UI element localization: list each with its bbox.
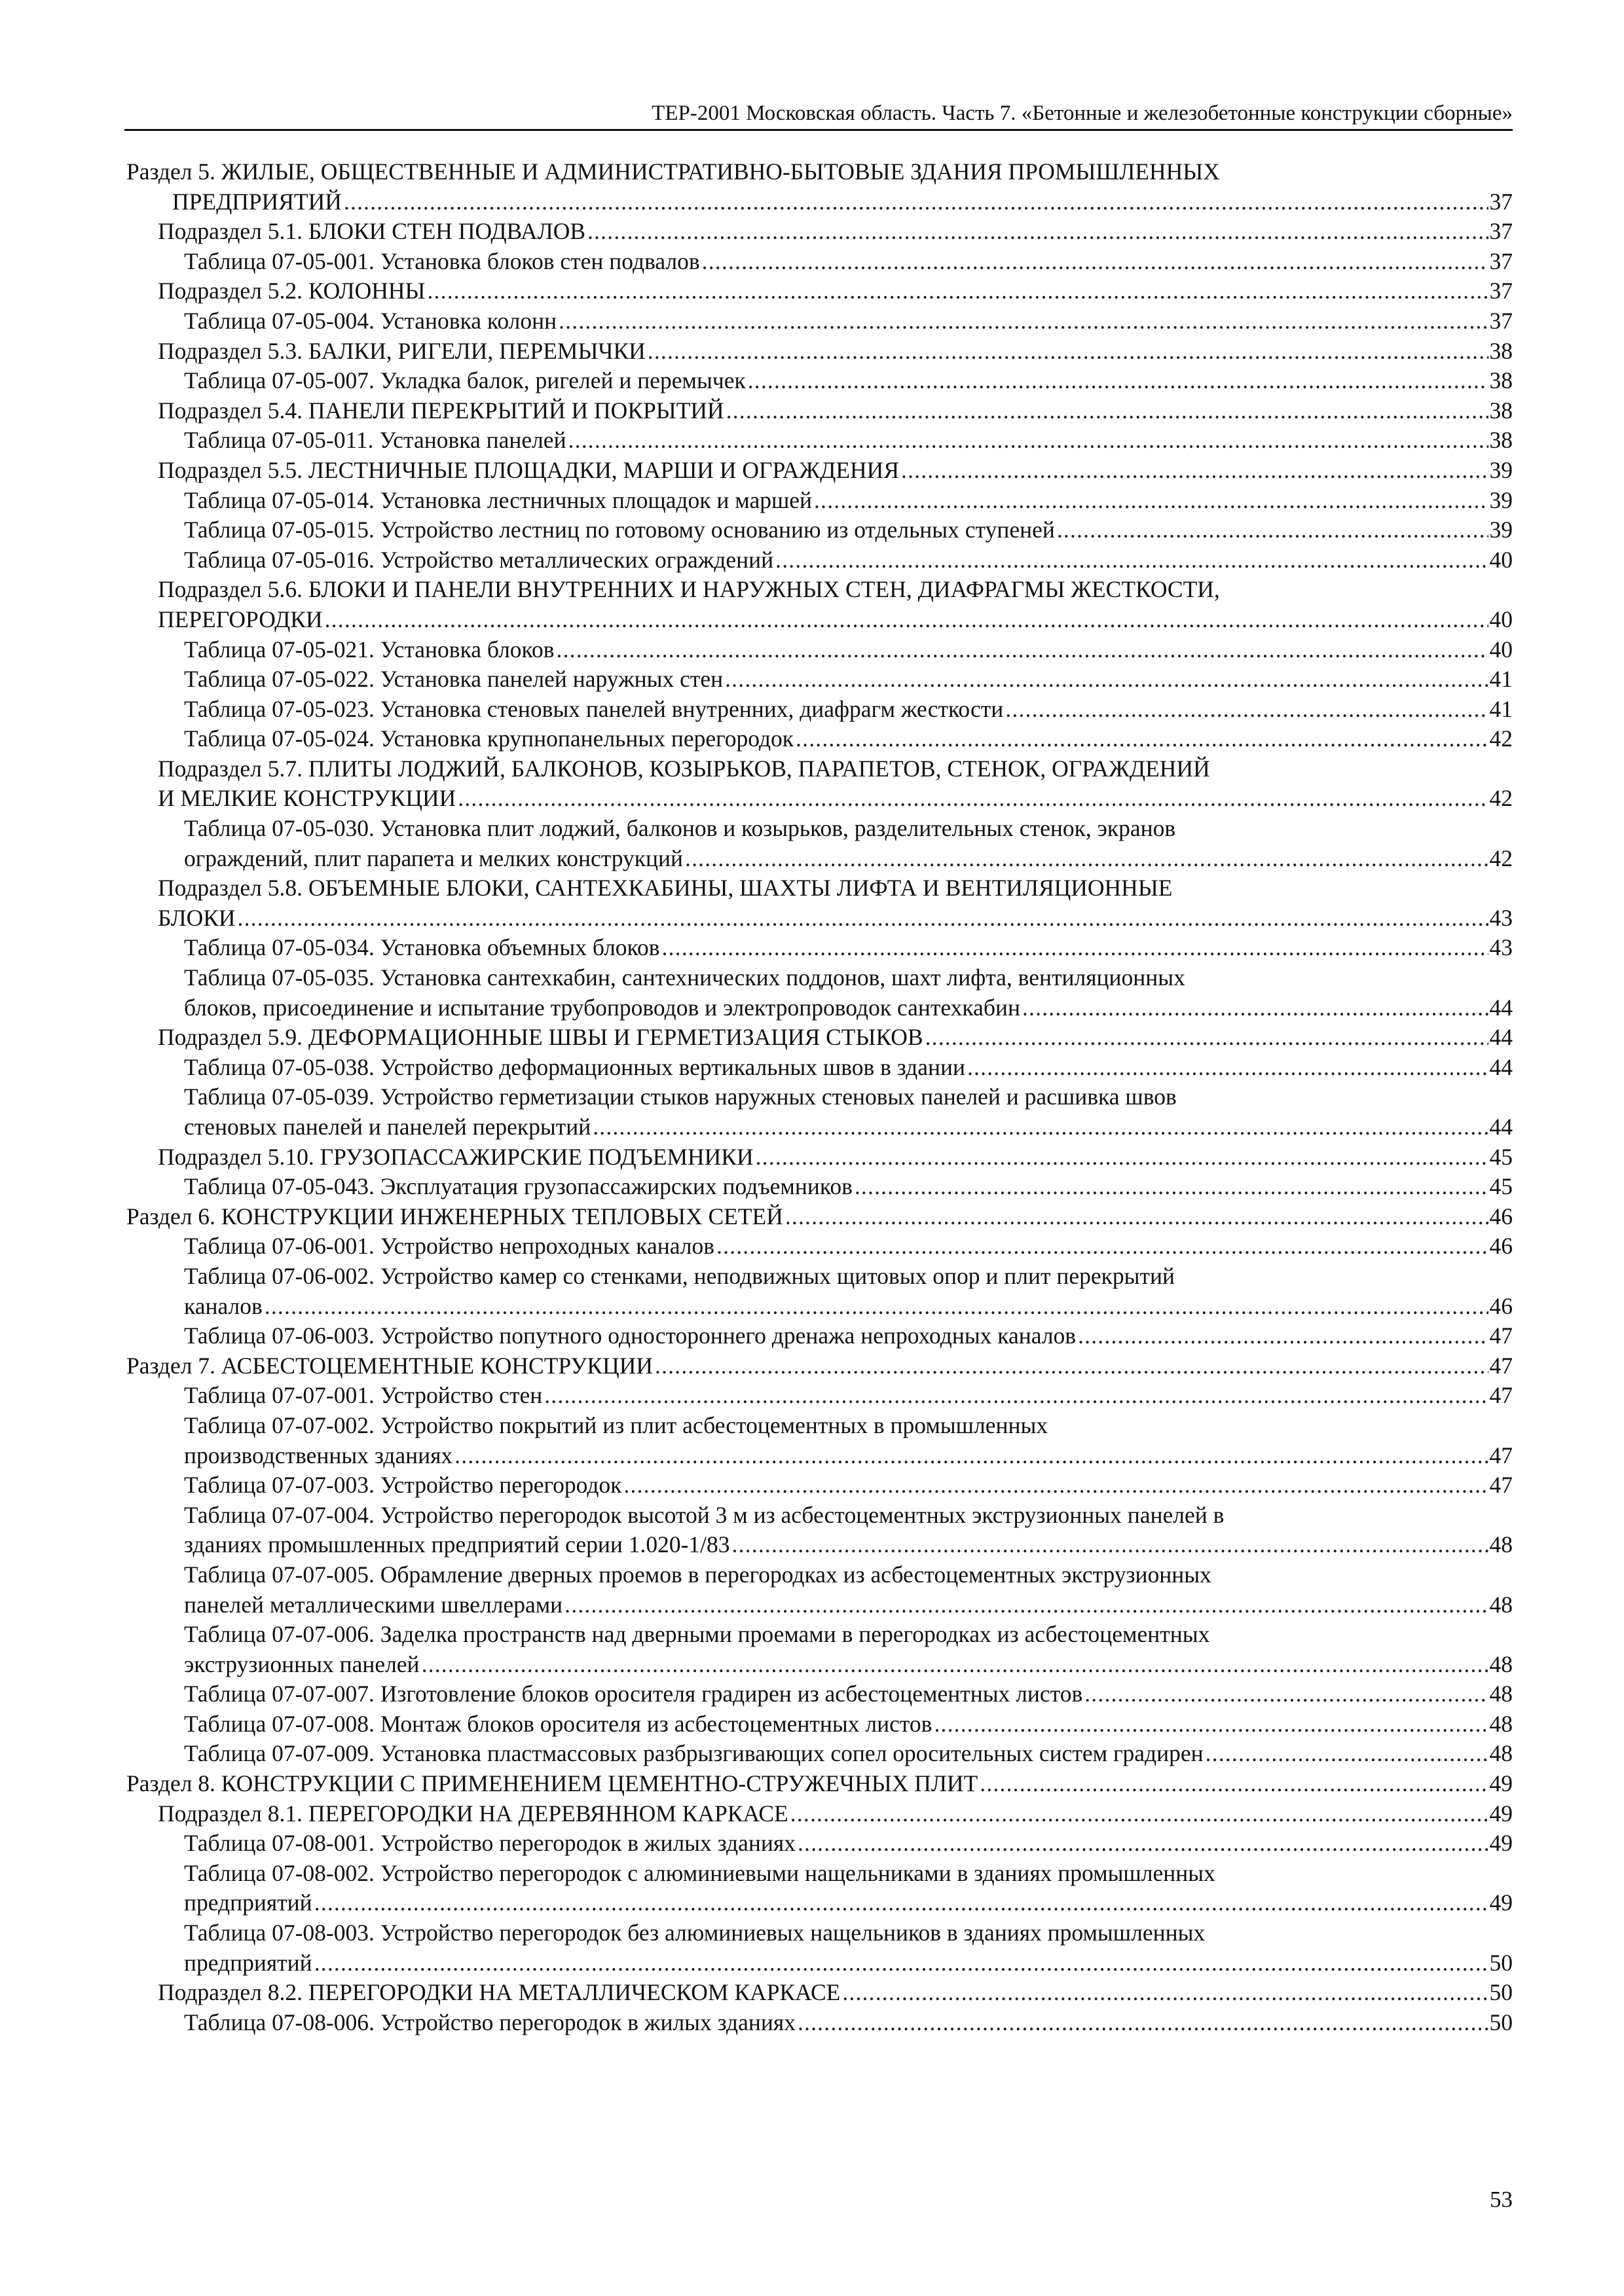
dot-leader [564, 1590, 1488, 1620]
dot-leader [855, 1172, 1488, 1202]
toc-table-entry[interactable] [126, 695, 1513, 725]
dot-leader [716, 1231, 1488, 1262]
toc-entry-title: Раздел 5. ЖИЛЫЕ, ОБЩЕСТВЕННЫЕ И АДМИНИСТРАТИВНО-БЫТОВЫЕ ЗДАНИЯ ПРОМЫШЛЕННЫХ [126, 158, 1220, 185]
dot-leader [1005, 695, 1488, 725]
toc-page-number: 42 [1489, 725, 1513, 752]
toc-entry-title: экструзионных панелей [184, 1650, 420, 1677]
dot-leader [798, 2008, 1488, 2038]
table-of-contents [126, 157, 1513, 2037]
toc-section-entry[interactable] [126, 1351, 1513, 1381]
toc-entry-title: ПЕРЕГОРОДКИ [158, 606, 323, 632]
toc-entry-title: Таблица 07-05-011. Установка панелей [184, 427, 566, 454]
toc-entry-title: Таблица 07-07-003. Устройство перегородок [184, 1472, 622, 1499]
toc-entry-title: Таблица 07-05-007. Укладка балок, ригелей и перемычек [184, 367, 746, 394]
dot-leader [427, 276, 1488, 306]
toc-subsection-entry[interactable] [126, 1978, 1513, 2008]
dot-leader [422, 1650, 1488, 1680]
dot-leader [732, 1530, 1488, 1560]
toc-table-entry[interactable] [126, 1381, 1513, 1411]
toc-page-number: 43 [1489, 904, 1513, 931]
toc-entry-title: Таблица 07-05-035. Установка сантехкабин, сантехнических поддонов, шахт лифта, вентиляционных [184, 964, 1185, 991]
dot-leader [685, 844, 1488, 874]
dot-leader [587, 217, 1488, 247]
toc-entry-title: Таблица 07-08-003. Устройство перегородок без алюминиевых нащельников в зданиях промышленных [184, 1920, 1206, 1946]
toc-page-number: 46 [1489, 1203, 1513, 1230]
toc-entry-title: Подраздел 5.5. ЛЕСТНИЧНЫЕ ПЛОЩАДКИ, МАРШИ И ОГРАЖДЕНИЯ [158, 456, 899, 483]
toc-page-number: 37 [1489, 247, 1513, 274]
toc-page-number: 44 [1489, 994, 1513, 1021]
toc-entry-title: предприятий [184, 1949, 312, 1976]
toc-page-number: 41 [1489, 666, 1513, 693]
dot-leader [344, 187, 1488, 217]
dot-leader [967, 1053, 1488, 1083]
header-rule [124, 129, 1513, 131]
toc-table-entry[interactable] [126, 665, 1513, 695]
toc-entry-title: Подраздел 5.1. БЛОКИ СТЕН ПОДВАЛОВ [158, 218, 586, 245]
toc-table-entry[interactable] [126, 2008, 1513, 2038]
toc-page-number: 45 [1489, 1173, 1513, 1200]
toc-table-entry[interactable] [126, 1530, 1513, 1560]
toc-table-entry[interactable] [126, 993, 1513, 1023]
toc-entry-title: БЛОКИ [158, 904, 236, 931]
toc-entry-title: производственных зданиях [184, 1442, 453, 1468]
dot-leader [796, 724, 1488, 754]
toc-entry-title: Подраздел 5.10. ГРУЗОПАССАЖИРСКИЕ ПОДЪЕМНИКИ [158, 1143, 754, 1170]
toc-table-entry[interactable] [126, 933, 1513, 963]
toc-page-number: 48 [1489, 1531, 1513, 1558]
toc-table-entry[interactable] [126, 844, 1513, 874]
toc-entry-title: предприятий [184, 1889, 312, 1916]
toc-page-number: 49 [1489, 1889, 1513, 1916]
dot-leader [314, 1888, 1488, 1918]
dot-leader [1022, 993, 1488, 1023]
toc-page-number: 42 [1489, 785, 1513, 812]
dot-leader [1078, 1321, 1488, 1351]
toc-table-entry[interactable] [126, 366, 1513, 396]
toc-table-entry[interactable] [126, 1650, 1513, 1680]
toc-page-number: 40 [1489, 636, 1513, 663]
toc-entry-title: Подраздел 5.2. КОЛОННЫ [158, 278, 426, 304]
toc-page-number: 46 [1489, 1233, 1513, 1260]
dot-leader [798, 1829, 1488, 1859]
toc-subsection-entry[interactable] [126, 873, 1513, 903]
toc-subsection-entry[interactable] [126, 337, 1513, 367]
toc-table-entry[interactable] [126, 1560, 1513, 1590]
toc-page-number: 48 [1489, 1740, 1513, 1767]
toc-entry-title: Таблица 07-06-001. Устройство непроходных каналов [184, 1233, 714, 1260]
toc-entry-title: Таблица 07-07-001. Устройство стен [184, 1382, 543, 1409]
toc-table-entry[interactable] [126, 1411, 1513, 1441]
dot-leader [775, 545, 1488, 575]
toc-entry-title: Подраздел 5.7. ПЛИТЫ ЛОДЖИЙ, БАЛКОНОВ, КОЗЫРЬКОВ, ПАРАПЕТОВ, СТЕНОК, ОГРАЖДЕНИЙ [158, 755, 1210, 782]
toc-entry-title: каналов [184, 1292, 263, 1319]
toc-page-number: 49 [1489, 1770, 1513, 1797]
toc-table-entry[interactable] [126, 1082, 1513, 1112]
toc-entry-title: Таблица 07-05-023. Установка стеновых панелей внутренних, диафрагм жесткости [184, 695, 1004, 722]
dot-leader [265, 1292, 1488, 1322]
dot-leader [726, 396, 1488, 426]
toc-entry-title: Подраздел 5.6. БЛОКИ И ПАНЕЛИ ВНУТРЕННИХ И НАРУЖНЫХ СТЕН, ДИАФРАГМЫ ЖЕСТКОСТИ, [158, 576, 1220, 603]
toc-entry-title: И МЕЛКИЕ КОНСТРУКЦИИ [158, 785, 456, 812]
toc-entry-title: Таблица 07-08-002. Устройство перегородок с алюминиевыми нащельниками в зданиях промышленных [184, 1859, 1215, 1886]
toc-entry-title: Подраздел 5.8. ОБЪЕМНЫЕ БЛОКИ, САНТЕХКАБИНЫ, ШАХТЫ ЛИФТА И ВЕНТИЛЯЦИОННЫЕ [158, 875, 1173, 902]
toc-entry-title: Раздел 8. КОНСТРУКЦИИ С ПРИМЕНЕНИЕМ ЦЕМЕНТНО-СТРУЖЕЧНЫХ ПЛИТ [126, 1770, 978, 1797]
toc-page-number: 41 [1489, 695, 1513, 722]
toc-page-number: 38 [1489, 397, 1513, 424]
dot-leader [544, 1381, 1488, 1411]
toc-entry-title: Таблица 07-07-002. Устройство покрытий из плит асбестоцементных в промышленных [184, 1412, 1048, 1438]
toc-table-entry[interactable] [126, 1679, 1513, 1709]
toc-entry-title: Таблица 07-07-005. Обрамление дверных проемов в перегородках из асбестоцементных экструзионных [184, 1561, 1211, 1588]
dot-leader [325, 605, 1488, 635]
toc-entry-title: Таблица 07-05-014. Установка лестничных площадок и маршей [184, 486, 813, 513]
toc-table-entry[interactable] [126, 515, 1513, 545]
toc-page-number: 44 [1489, 1053, 1513, 1080]
toc-table-entry[interactable] [126, 1501, 1513, 1531]
toc-subsection-entry[interactable] [126, 1023, 1513, 1053]
toc-section-entry[interactable] [126, 1769, 1513, 1799]
toc-page-number: 37 [1489, 307, 1513, 334]
toc-entry-title: стеновых панелей и панелей перекрытий [184, 1114, 591, 1140]
toc-subsection-entry[interactable] [126, 1799, 1513, 1829]
toc-page-number: 39 [1489, 486, 1513, 513]
toc-section-entry[interactable] [126, 187, 1513, 217]
toc-table-entry[interactable] [126, 724, 1513, 754]
toc-entry-title: Таблица 07-05-024. Установка крупнопанельных перегородок [184, 725, 794, 752]
toc-subsection-entry[interactable] [126, 784, 1513, 814]
toc-table-entry[interactable] [126, 635, 1513, 665]
toc-entry-title: панелей металлическими швеллерами [184, 1591, 563, 1618]
toc-page-number: 38 [1489, 427, 1513, 454]
dot-leader [454, 1441, 1488, 1471]
toc-subsection-entry[interactable] [126, 1142, 1513, 1173]
toc-table-entry[interactable] [126, 1948, 1513, 1978]
toc-table-entry[interactable] [126, 963, 1513, 993]
toc-table-entry[interactable] [126, 1112, 1513, 1142]
toc-entry-title: Таблица 07-07-006. Заделка пространств над дверными проемами в перегородках из асбестоцементных [184, 1621, 1210, 1648]
toc-page-number: 40 [1489, 546, 1513, 573]
running-header: ТЕР-2001 Московская область. Часть 7. «Бетонные и железобетонные конструкции сборные» [652, 101, 1513, 125]
toc-page-number: 47 [1489, 1352, 1513, 1379]
toc-entry-title: Таблица 07-07-007. Изготовление блоков оросителя градирен из асбестоцементных листов [184, 1681, 1083, 1707]
toc-entry-title: Подраздел 8.1. ПЕРЕГОРОДКИ НА ДЕРЕВЯННОМ КАРКАСЕ [158, 1800, 788, 1827]
toc-table-entry[interactable] [126, 306, 1513, 337]
toc-page-number: 50 [1489, 1949, 1513, 1976]
toc-page-number: 47 [1489, 1382, 1513, 1409]
dot-leader [1206, 1739, 1488, 1769]
toc-page-number: 47 [1489, 1322, 1513, 1349]
toc-table-entry[interactable] [126, 1739, 1513, 1769]
dot-leader [655, 1351, 1488, 1381]
dot-leader [559, 306, 1488, 337]
toc-table-entry[interactable] [126, 1829, 1513, 1859]
toc-page-number: 46 [1489, 1292, 1513, 1319]
dot-leader [662, 933, 1488, 963]
toc-entry-title: Таблица 07-05-039. Устройство герметизации стыков наружных стеновых панелей и расшивка швов [184, 1084, 1177, 1110]
toc-subsection-entry[interactable] [126, 396, 1513, 426]
toc-page-number: 49 [1489, 1800, 1513, 1827]
toc-page-number: 50 [1489, 1979, 1513, 2006]
dot-leader [314, 1948, 1488, 1978]
dot-leader [748, 366, 1488, 396]
toc-table-entry[interactable] [126, 1262, 1513, 1292]
toc-page-number: 48 [1489, 1591, 1513, 1618]
dot-leader [593, 1112, 1488, 1142]
toc-table-entry[interactable] [126, 1441, 1513, 1471]
toc-entry-title: Таблица 07-07-004. Устройство перегородок высотой 3 м из асбестоцементных экструзионных панелей в [184, 1501, 1225, 1528]
toc-page-number: 50 [1489, 2009, 1513, 2035]
toc-table-entry[interactable] [126, 1470, 1513, 1501]
toc-subsection-entry[interactable] [126, 754, 1513, 784]
toc-entry-title: Подраздел 5.4. ПАНЕЛИ ПЕРЕКРЫТИЙ И ПОКРЫТИЙ [158, 397, 724, 424]
toc-page-number: 39 [1489, 456, 1513, 483]
toc-entry-title: зданиях промышленных предприятий серии 1.020-1/83 [184, 1531, 730, 1558]
toc-page-number: 39 [1489, 517, 1513, 543]
dot-leader [557, 635, 1488, 665]
toc-entry-title: Таблица 07-06-003. Устройство попутного одностороннего дренажа непроходных каналов [184, 1322, 1077, 1349]
toc-table-entry[interactable] [126, 247, 1513, 277]
toc-page-number: 44 [1489, 1024, 1513, 1051]
toc-entry-title: ПРЕДПРИЯТИЙ [172, 188, 342, 215]
toc-entry-title: блоков, присоединение и испытание трубопроводов и электропроводок сантехкабин [184, 994, 1020, 1021]
toc-page-number: 47 [1489, 1472, 1513, 1499]
toc-entry-title: Таблица 07-05-043. Эксплуатация грузопассажирских подъемников [184, 1173, 853, 1200]
toc-entry-title: Раздел 7. АСБЕСТОЦЕМЕНТНЫЕ КОНСТРУКЦИИ [126, 1352, 654, 1379]
toc-subsection-entry[interactable] [126, 605, 1513, 635]
dot-leader [790, 1799, 1488, 1829]
dot-leader [925, 1023, 1488, 1053]
toc-page-number: 42 [1489, 845, 1513, 871]
toc-table-entry[interactable] [126, 1620, 1513, 1650]
toc-entry-title: Таблица 07-08-001. Устройство перегородок в жилых зданиях [184, 1830, 796, 1857]
toc-page-number: 37 [1489, 188, 1513, 215]
dot-leader [623, 1470, 1488, 1501]
toc-entry-title: Таблица 07-07-009. Установка пластмассовых разбрызгивающих сопел оросительных систем градирен [184, 1740, 1204, 1767]
toc-page-number: 48 [1489, 1710, 1513, 1737]
dot-leader [1057, 515, 1488, 545]
toc-entry-title: Таблица 07-05-038. Устройство деформационных вертикальных швов в здании [184, 1053, 965, 1080]
toc-entry-title: Таблица 07-05-016. Устройство металлических ограждений [184, 546, 774, 573]
dot-leader [980, 1769, 1488, 1799]
toc-table-entry[interactable] [126, 1172, 1513, 1202]
toc-subsection-entry[interactable] [126, 217, 1513, 247]
toc-page-number: 44 [1489, 1114, 1513, 1140]
toc-section-entry[interactable] [126, 157, 1513, 187]
dot-leader [814, 486, 1488, 516]
toc-table-entry[interactable] [126, 545, 1513, 575]
toc-entry-title: Таблица 07-05-022. Установка панелей наружных стен [184, 666, 724, 693]
toc-subsection-entry[interactable] [126, 276, 1513, 306]
toc-page-number: 48 [1489, 1681, 1513, 1707]
toc-entry-title: Таблица 07-07-008. Монтаж блоков оросителя из асбестоцементных листов [184, 1710, 932, 1737]
toc-table-entry[interactable] [126, 1053, 1513, 1083]
toc-table-entry[interactable] [126, 1918, 1513, 1948]
toc-entry-title: Таблица 07-05-001. Установка блоков стен подвалов [184, 247, 700, 274]
toc-page-number: 47 [1489, 1442, 1513, 1468]
toc-page-number: 37 [1489, 218, 1513, 245]
toc-page-number: 48 [1489, 1650, 1513, 1677]
toc-subsection-entry[interactable] [126, 903, 1513, 934]
toc-entry-title: Подраздел 5.3. БАЛКИ, РИГЕЛИ, ПЕРЕМЫЧКИ [158, 337, 646, 364]
dot-leader [785, 1202, 1488, 1232]
toc-table-entry[interactable] [126, 1231, 1513, 1262]
toc-table-entry[interactable] [126, 1590, 1513, 1620]
toc-subsection-entry[interactable] [126, 456, 1513, 486]
dot-leader [901, 456, 1488, 486]
dot-leader [702, 247, 1488, 277]
toc-section-entry[interactable] [126, 1202, 1513, 1232]
toc-entry-title: Таблица 07-05-004. Установка колонн [184, 307, 557, 334]
dot-leader [568, 426, 1488, 456]
dot-leader [648, 337, 1488, 367]
toc-entry-title: Таблица 07-05-034. Установка объемных блоков [184, 934, 660, 961]
toc-page-number: 38 [1489, 367, 1513, 394]
toc-entry-title: Таблица 07-05-015. Устройство лестниц по готовому основанию из отдельных ступеней [184, 517, 1055, 543]
dot-leader [1084, 1679, 1488, 1709]
page-number: 53 [1490, 2187, 1513, 2212]
toc-page-number: 49 [1489, 1830, 1513, 1857]
dot-leader [725, 665, 1488, 695]
toc-table-entry[interactable] [126, 1888, 1513, 1918]
toc-entry-title: Таблица 07-06-002. Устройство камер со стенками, неподвижных щитовых опор и плит перекрытий [184, 1262, 1175, 1289]
toc-entry-title: Таблица 07-08-006. Устройство перегородок в жилых зданиях [184, 2009, 796, 2035]
toc-subsection-entry[interactable] [126, 575, 1513, 605]
dot-leader [756, 1142, 1488, 1173]
toc-page-number: 43 [1489, 934, 1513, 961]
toc-page-number: 40 [1489, 606, 1513, 632]
toc-entry-title: Таблица 07-05-021. Установка блоков [184, 636, 555, 663]
toc-table-entry[interactable] [126, 1292, 1513, 1322]
dot-leader [458, 784, 1488, 814]
toc-entry-title: Раздел 6. КОНСТРУКЦИИ ИНЖЕНЕРНЫХ ТЕПЛОВЫХ СЕТЕЙ [126, 1203, 783, 1230]
toc-table-entry[interactable] [126, 426, 1513, 456]
dot-leader [934, 1709, 1488, 1740]
toc-table-entry[interactable] [126, 486, 1513, 516]
toc-table-entry[interactable] [126, 814, 1513, 844]
toc-page-number: 38 [1489, 337, 1513, 364]
toc-table-entry[interactable] [126, 1859, 1513, 1889]
toc-table-entry[interactable] [126, 1321, 1513, 1351]
dot-leader [238, 903, 1488, 934]
toc-page-number: 45 [1489, 1143, 1513, 1170]
toc-entry-title: Подраздел 8.2. ПЕРЕГОРОДКИ НА МЕТАЛЛИЧЕСКОМ КАРКАСЕ [158, 1979, 841, 2006]
toc-entry-title: Подраздел 5.9. ДЕФОРМАЦИОННЫЕ ШВЫ И ГЕРМЕТИЗАЦИЯ СТЫКОВ [158, 1024, 923, 1051]
toc-page-number: 37 [1489, 278, 1513, 304]
toc-entry-title: Таблица 07-05-030. Установка плит лоджий, балконов и козырьков, разделительных стенок, экранов [184, 815, 1176, 842]
toc-entry-title: ограждений, плит парапета и мелких конструкций [184, 845, 683, 871]
dot-leader [842, 1978, 1488, 2008]
toc-table-entry[interactable] [126, 1709, 1513, 1740]
